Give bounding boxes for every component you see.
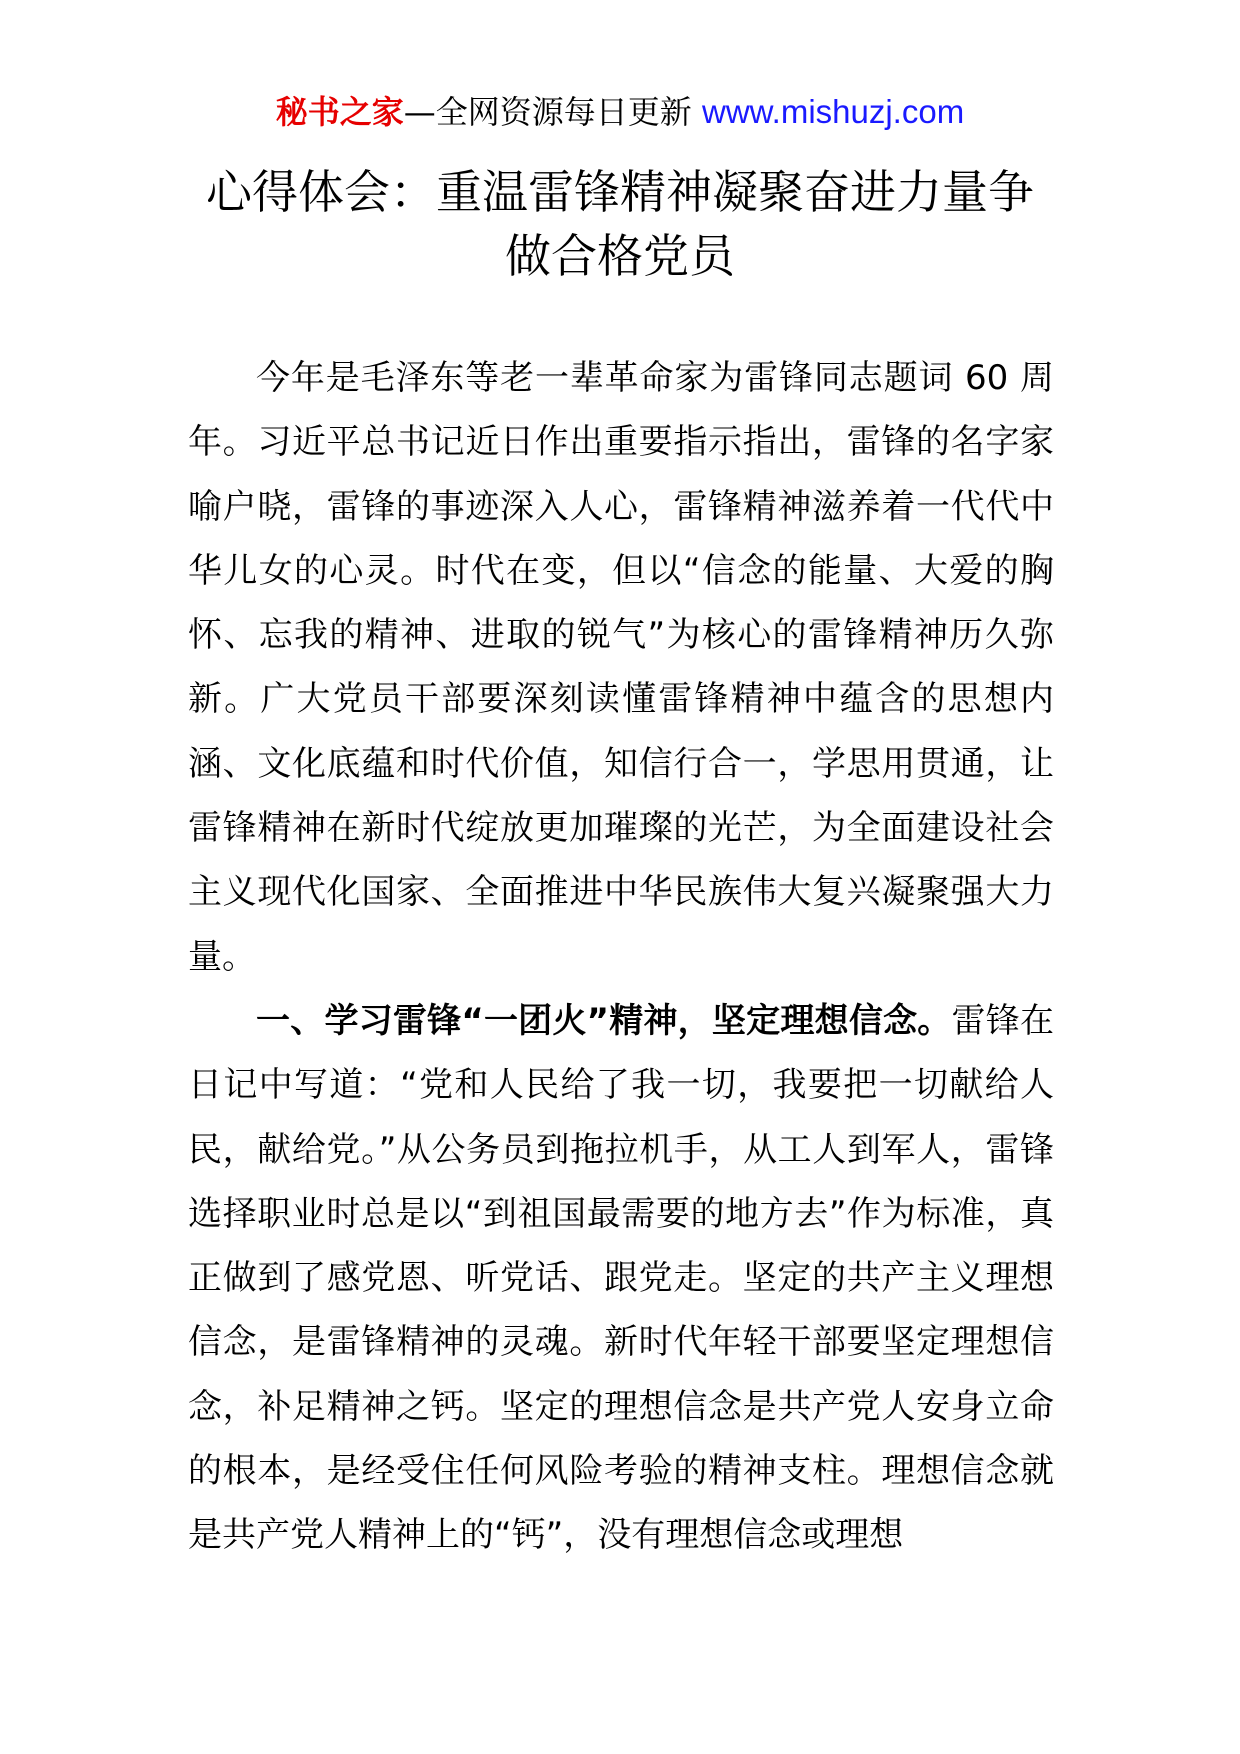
site-tagline: —全网资源每日更新 — [403, 93, 702, 131]
document-body — [188, 346, 1054, 1568]
document-title-line1: 心得体会：重温雷锋精神凝聚奋进力量争 — [206, 165, 1034, 219]
site-header — [0, 90, 1240, 134]
document-title-line2: 做合格党员 — [505, 229, 735, 283]
intro-paragraph: 今年是毛泽东等老一辈革命家为雷锋同志题词 60 周年。习近平总书记近日作出重要指示指出，雷锋的名字家喻户晓，雷锋的事迹深入人心，雷锋精神滋养着一代代中华儿女的心灵。时代在变，但以“信念的能量、大爱的胸怀、忘我的精神、进取的锐气”为核心的雷锋精神历久弥新。广大党员干部要深刻读懂雷锋精神中蕴含的思想内涵、文化底蕴和时代价值，知信行合一，学思用贯通，让雷锋精神在新时代绽放更加璀璨的光芒，为全面建设社会主义现代化国家、全面推进中华民族伟大复兴凝聚强大力量。 — [188, 358, 1054, 977]
site-url-link[interactable]: www.mishuzj.com — [701, 93, 965, 130]
document-title — [120, 160, 1120, 288]
site-brand: 秘书之家 — [275, 93, 404, 131]
section-1-text: 雷锋在日记中写道：“党和人民给了我一切，我要把一切献给人民，献给党。”从公务员到拖拉机手，从工人到军人，雷锋选择职业时总是以“到祖国最需要的地方去”作为标准，真正做到了感党恩、听党话、跟党走。坚定的共产主义理想信念，是雷锋精神的灵魂。新时代年轻干部要坚定理想信念，补足精神之钙。坚定的理想信念是共产党人安身立命的根本，是经受住任何风险考验的精神支柱。理想信念就是共产党人精神上的“钙”，没有理想信念或理想 — [188, 1000, 1054, 1556]
section-1-heading: 一、学习雷锋“一团火”精神，坚定理想信念。 — [256, 1000, 952, 1041]
section-1-paragraph — [188, 989, 1054, 1568]
